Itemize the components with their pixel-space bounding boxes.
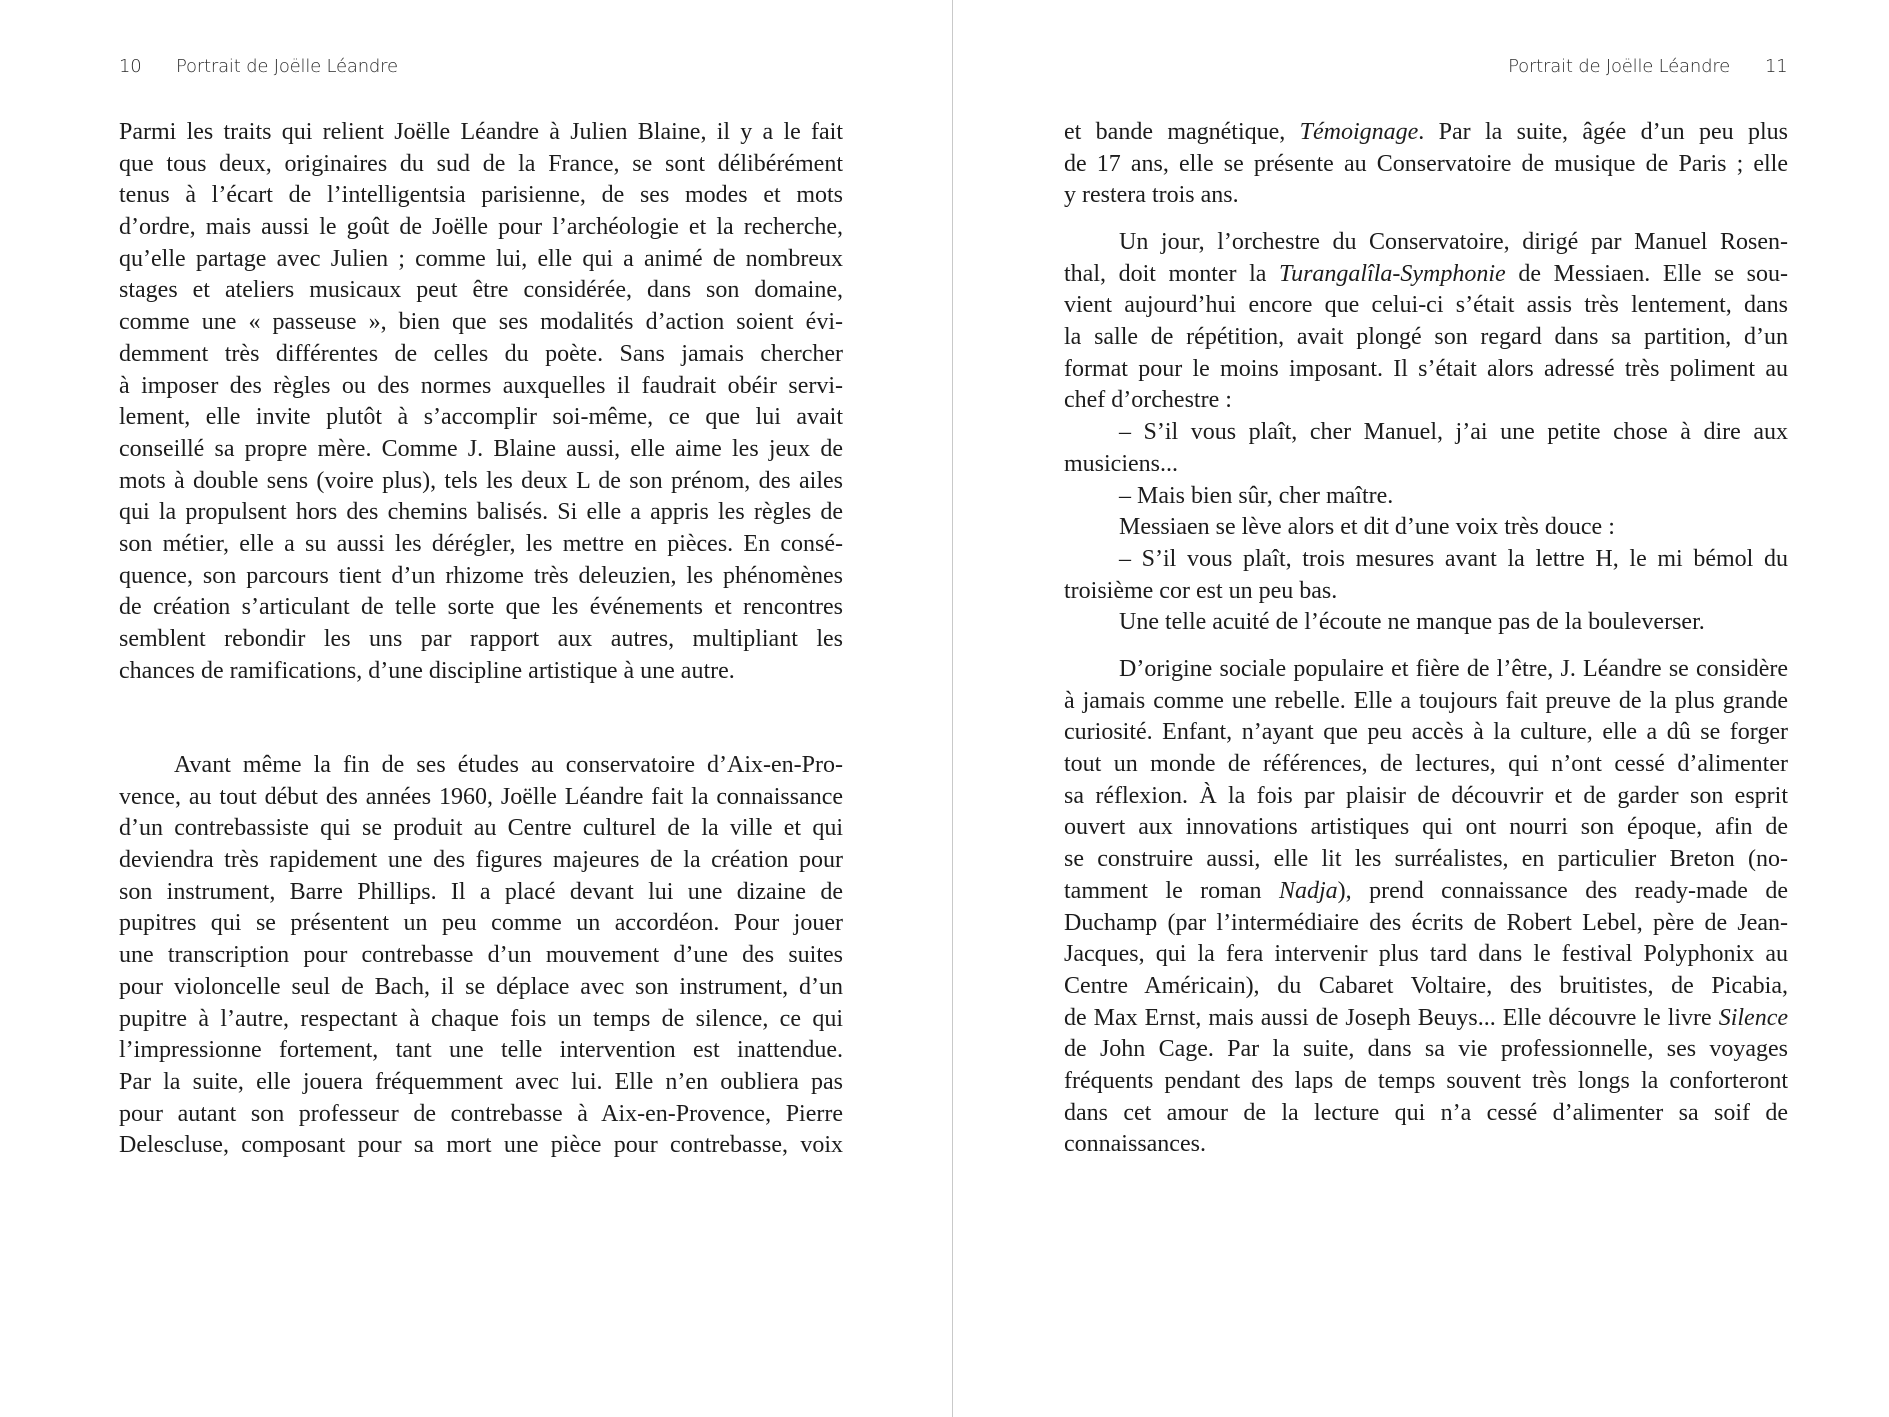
text-run: Parmi les traits qui relient Joëlle Léandre à Julien Blaine, il y a le fait bbox=[119, 119, 843, 145]
text-line bbox=[1064, 385, 1788, 417]
text-line bbox=[1064, 117, 1788, 149]
text-line bbox=[119, 813, 843, 845]
text-run: de 17 ans, elle se présente au Conservatoire de musique de Paris ; elle bbox=[1064, 150, 1788, 177]
text-line bbox=[119, 750, 843, 782]
italic-title: Silence bbox=[1718, 1004, 1788, 1031]
text-line bbox=[119, 561, 843, 593]
text-run: – Mais bien sûr, cher maître. bbox=[1119, 482, 1394, 509]
text-line bbox=[119, 434, 843, 466]
text-line bbox=[119, 244, 843, 276]
text-run: son métier, elle a su aussi les dérégler, les mettre en pièces. En consé- bbox=[119, 530, 843, 557]
italic-title: Turangalîla-Symphonie bbox=[1279, 260, 1506, 287]
text-line bbox=[1064, 686, 1788, 718]
text-run: format pour le moins imposant. Il s’était alors adressé très poliment au bbox=[1064, 355, 1788, 382]
paragraph bbox=[1064, 117, 1788, 212]
text-line bbox=[1064, 812, 1788, 844]
text-line bbox=[119, 307, 843, 339]
text-line bbox=[119, 149, 843, 181]
text-run: curiosité. Enfant, n’ayant que peu accès à la culture, elle a dû se forger bbox=[1064, 719, 1788, 746]
text-run: de Max Ernst, mais aussi de Joseph Beuys... Elle découvre le livre bbox=[1064, 1004, 1719, 1031]
paragraph bbox=[1064, 654, 1788, 1161]
text-line bbox=[119, 371, 843, 403]
text-run: une transcription pour contrebasse d’un mouvement d’une des suites bbox=[119, 942, 843, 969]
text-line bbox=[119, 117, 843, 149]
text-run: pour autant son professeur de contrebasse à Aix-en-Provence, Pierre bbox=[119, 1100, 843, 1127]
italic-title: Nadja bbox=[1278, 877, 1338, 904]
text-line bbox=[119, 592, 843, 624]
text-run: sa réflexion. À la fois par plaisir de découvrir et de garder son esprit bbox=[1064, 782, 1788, 809]
text-run: – S’il vous plaît, cher Manuel, j’ai une petite chose à dire aux bbox=[1119, 419, 1788, 446]
text-run: chef d’orchestre : bbox=[1064, 387, 1232, 414]
text-line bbox=[1064, 1003, 1788, 1035]
text-run: y restera trois ans. bbox=[1064, 182, 1239, 209]
text-run: Duchamp (par l’intermédiaire des écrits de Robert Lebel, père de Jean- bbox=[1064, 909, 1788, 936]
text-run: Delescluse, composant pour sa mort une pièce pour contrebasse, voix bbox=[119, 1132, 843, 1159]
text-line bbox=[1064, 908, 1788, 940]
running-head-right: Portrait de Joëlle Léandre bbox=[1508, 56, 1730, 77]
page-number-right: 11 bbox=[1765, 56, 1788, 77]
paragraph bbox=[1064, 607, 1788, 639]
text-run: tout un monde de références, de lectures, qui n’ont cessé d’alimenter bbox=[1064, 751, 1788, 778]
text-run: de Messiaen. Elle se sou- bbox=[1505, 260, 1789, 287]
text-line bbox=[119, 972, 843, 1004]
text-line bbox=[119, 497, 843, 529]
text-line bbox=[119, 656, 843, 688]
text-run: Un jour, l’orchestre du Conservatoire, dirigé par Manuel Rosen- bbox=[1119, 229, 1788, 255]
text-run: Avant même la fin de ses études au conservatoire d’Aix-en-Pro- bbox=[174, 752, 843, 778]
text-line bbox=[119, 402, 843, 434]
text-run: que tous deux, originaires du sud de la France, se sont délibérément bbox=[119, 150, 843, 177]
text-run: pour violoncelle seul de Bach, il se déplace avec son instrument, d’un bbox=[119, 973, 843, 1000]
text-line bbox=[119, 1130, 843, 1162]
text-run: à jamais comme une rebelle. Elle a toujours fait preuve de la plus grande bbox=[1064, 687, 1788, 714]
text-run: pupitre à l’autre, respectant à chaque fois un temps de silence, ce qui bbox=[119, 1005, 843, 1032]
text-run: demment très différentes de celles du poète. Sans jamais chercher bbox=[119, 340, 843, 367]
text-line bbox=[1064, 971, 1788, 1003]
text-run: musiciens... bbox=[1064, 450, 1178, 477]
text-run: de création s’articulant de telle sorte que les événements et rencontres bbox=[119, 594, 843, 621]
page-gutter-divider bbox=[952, 0, 953, 1417]
text-line bbox=[1064, 512, 1788, 544]
text-run: connaissances. bbox=[1064, 1131, 1206, 1158]
text-run: d’ordre, mais aussi le goût de Joëlle pour l’archéologie et la recherche, bbox=[119, 214, 843, 241]
text-line bbox=[1064, 290, 1788, 322]
text-run: qu’elle partage avec Julien ; comme lui, elle qui a animé de nombreux bbox=[119, 245, 843, 272]
text-run: troisième cor est un peu bas. bbox=[1064, 577, 1338, 604]
text-run: quence, son parcours tient d’un rhizome très deleuzien, les phénomènes bbox=[119, 562, 843, 589]
text-line bbox=[119, 845, 843, 877]
text-line bbox=[1064, 1098, 1788, 1130]
text-run: . Par la suite, âgée d’un peu plus bbox=[1418, 119, 1788, 145]
text-line bbox=[1064, 180, 1788, 212]
text-run: Centre Américain), du Cabaret Voltaire, des bruitistes, de Picabia, bbox=[1064, 972, 1788, 999]
text-run: l’impressionne fortement, tant une telle intervention est inattendue. bbox=[119, 1037, 843, 1064]
text-run: D’origine sociale populaire et fière de l’être, J. Léandre se considère bbox=[1119, 656, 1788, 682]
text-line bbox=[1064, 1129, 1788, 1161]
text-run: tenus à l’écart de l’intelligentsia parisienne, de ses modes et mots bbox=[119, 182, 843, 209]
text-line bbox=[119, 1099, 843, 1131]
text-run: vient aujourd’hui encore que celui-ci s’était assis très lentement, dans bbox=[1064, 292, 1788, 319]
text-line bbox=[1064, 576, 1788, 608]
text-line bbox=[1064, 259, 1788, 291]
text-run: la salle de répétition, avait plongé son regard dans sa partition, d’un bbox=[1064, 324, 1788, 351]
text-run: ouvert aux innovations artistiques qui ont nourri son époque, afin de bbox=[1064, 814, 1788, 841]
text-run: d’un contrebassiste qui se produit au Centre culturel de la ville et qui bbox=[119, 815, 843, 842]
text-line bbox=[1064, 607, 1788, 639]
text-run: – S’il vous plaît, trois mesures avant la lettre H, le mi bémol du bbox=[1119, 546, 1788, 572]
text-run: tamment le roman bbox=[1064, 877, 1279, 904]
text-run: Jacques, qui la fera intervenir plus tard dans le festival Polyphonix au bbox=[1064, 941, 1788, 968]
text-line bbox=[119, 877, 843, 909]
text-line bbox=[1064, 481, 1788, 513]
text-line bbox=[1064, 654, 1788, 686]
text-run: thal, doit monter la bbox=[1064, 260, 1280, 287]
text-run: pupitres qui se présentent un peu comme un accordéon. Pour jouer bbox=[119, 910, 843, 937]
paragraph bbox=[1064, 417, 1788, 480]
text-line bbox=[1064, 876, 1788, 908]
text-line bbox=[1064, 417, 1788, 449]
text-line bbox=[119, 782, 843, 814]
text-run: lement, elle invite plutôt à s’accomplir soi-même, ce que lui avait bbox=[119, 404, 843, 431]
text-run: chances de ramifications, d’une discipline artistique à une autre. bbox=[119, 657, 735, 684]
paragraph bbox=[119, 117, 843, 687]
text-line bbox=[1064, 322, 1788, 354]
text-line bbox=[1064, 717, 1788, 749]
text-run: à imposer des règles ou des normes auxquelles il faudrait obéir servi- bbox=[119, 372, 843, 399]
text-run: et bande magnétique, bbox=[1064, 119, 1300, 145]
text-line bbox=[1064, 354, 1788, 386]
text-line bbox=[119, 940, 843, 972]
text-run: Une telle acuité de l’écoute ne manque pas de la bouleverser. bbox=[1119, 609, 1705, 636]
text-run: de John Cage. Par la suite, dans sa vie professionnelle, ses voyages bbox=[1064, 1036, 1788, 1063]
paragraph bbox=[119, 750, 843, 1162]
text-line bbox=[119, 180, 843, 212]
text-run: stages et ateliers musicaux peut être considérée, dans son domaine, bbox=[119, 277, 843, 304]
text-line bbox=[119, 275, 843, 307]
text-line bbox=[119, 1004, 843, 1036]
running-head-left: Portrait de Joëlle Léandre bbox=[176, 56, 398, 77]
text-run: deviendra très rapidement une des figures majeures de la création pour bbox=[119, 847, 843, 874]
paragraph bbox=[1064, 227, 1788, 417]
text-line bbox=[1064, 449, 1788, 481]
text-run: comme une « passeuse », bien que ses modalités d’action soient évi- bbox=[119, 309, 843, 336]
paragraph bbox=[1064, 544, 1788, 607]
text-line bbox=[119, 466, 843, 498]
paragraph bbox=[1064, 481, 1788, 513]
text-line bbox=[119, 1035, 843, 1067]
text-run: semblent rebondir les uns par rapport aux autres, multipliant les bbox=[119, 626, 843, 652]
text-line bbox=[119, 212, 843, 244]
text-line bbox=[1064, 939, 1788, 971]
text-run: Par la suite, elle jouera fréquemment avec lui. Elle n’en oubliera pas bbox=[119, 1068, 843, 1095]
text-run: Messiaen se lève alors et dit d’une voix très douce : bbox=[1119, 514, 1615, 541]
text-line bbox=[1064, 1066, 1788, 1098]
text-line bbox=[119, 624, 843, 656]
text-line bbox=[119, 529, 843, 561]
text-line bbox=[119, 339, 843, 371]
text-line bbox=[119, 908, 843, 940]
text-line bbox=[1064, 227, 1788, 259]
text-line bbox=[1064, 781, 1788, 813]
text-run: se construire aussi, elle lit les surréalistes, en particulier Breton (no- bbox=[1064, 846, 1788, 873]
text-line bbox=[1064, 1034, 1788, 1066]
text-run: son instrument, Barre Phillips. Il a placé devant lui une dizaine de bbox=[119, 878, 843, 905]
text-run: qui la propulsent hors des chemins balisés. Si elle a appris les règles de bbox=[119, 499, 843, 526]
text-run: ), prend connaissance des ready-made de bbox=[1337, 877, 1789, 904]
text-line bbox=[1064, 749, 1788, 781]
text-line bbox=[119, 1067, 843, 1099]
text-run: mots à double sens (voire plus), tels les deux L de son prénom, des ailes bbox=[119, 467, 843, 494]
text-line bbox=[1064, 544, 1788, 576]
text-line bbox=[1064, 149, 1788, 181]
text-run: dans cet amour de la lecture qui n’a cessé d’alimenter sa soif de bbox=[1064, 1099, 1788, 1126]
paragraph bbox=[1064, 512, 1788, 544]
text-run: conseillé sa propre mère. Comme J. Blaine aussi, elle aime les jeux de bbox=[119, 435, 843, 462]
text-run: fréquents pendant des laps de temps souvent très longs la conforteront bbox=[1064, 1067, 1788, 1094]
text-run: vence, au tout début des années 1960, Joëlle Léandre fait la connaissance bbox=[119, 783, 843, 810]
page-number-left: 10 bbox=[119, 56, 142, 77]
italic-title: Témoignage bbox=[1299, 119, 1419, 145]
text-line bbox=[1064, 844, 1788, 876]
